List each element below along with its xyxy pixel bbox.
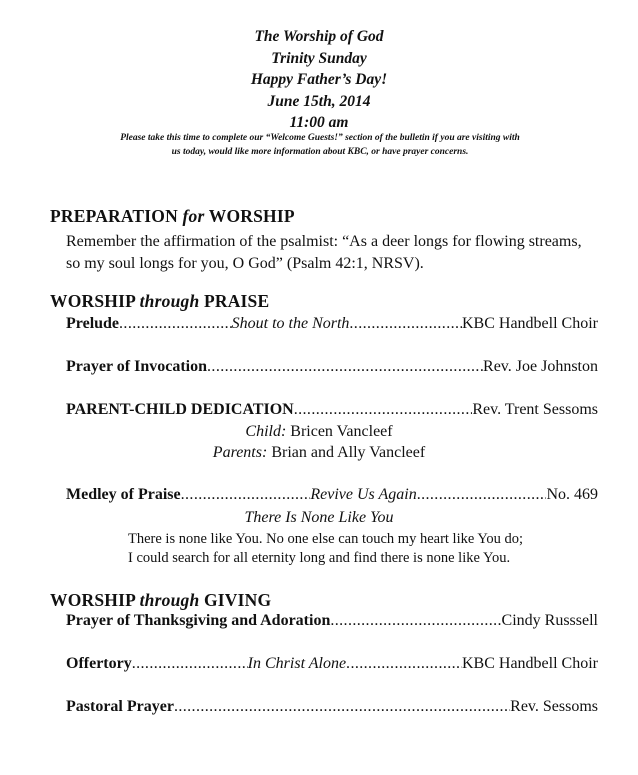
service-time: 11:00 am xyxy=(289,114,349,131)
child-name: Bricen Vancleef xyxy=(286,423,393,440)
section-heading-praise xyxy=(50,291,269,312)
heading-part-italic: through xyxy=(139,291,200,311)
heading-part: PRAISE xyxy=(199,291,270,311)
heading-part: WORSHIP xyxy=(50,590,140,610)
prelude-row xyxy=(66,315,598,333)
parents-names: Brian and Ally Vancleef xyxy=(267,444,426,461)
section-heading-giving xyxy=(50,590,271,611)
dedication-row xyxy=(66,401,598,419)
leader-dots xyxy=(174,698,510,716)
lyric-line1: There is none like You. No one else can touch my heart like You do; xyxy=(128,531,524,547)
leader-dots xyxy=(417,486,547,504)
leader-dots xyxy=(346,655,462,673)
service-title: The Worship of God xyxy=(254,28,384,45)
medley-title: Revive Us Again xyxy=(310,486,417,503)
leader-dots xyxy=(207,358,483,376)
section-heading-preparation xyxy=(50,206,295,227)
prelude-title: Shout to the North xyxy=(231,315,350,332)
preparation-text-line2: so my soul longs for you, O God” (Psalm 42:1, NRSV). xyxy=(66,255,424,272)
pastoral-prayer-label: Pastoral Prayer xyxy=(66,698,174,715)
pastoral-prayer-row xyxy=(66,698,598,716)
preparation-text-line1: Remember the affirmation of the psalmist: “As a deer longs for flowing streams, xyxy=(66,233,582,250)
medley-second-song: There Is None Like You xyxy=(244,509,394,526)
leader-dots xyxy=(119,315,232,333)
service-occasion: Trinity Sunday xyxy=(271,50,367,67)
thanksgiving-leader: Cindy Russsell xyxy=(501,612,598,629)
medley-label: Medley of Praise xyxy=(66,486,181,503)
prelude-performer: KBC Handbell Choir xyxy=(462,315,598,332)
guest-note-line1: Please take this time to complete our “Welcome Guests!” section of the bulletin if you are visiting with xyxy=(120,133,520,143)
medley-row xyxy=(66,486,598,504)
heading-part: WORSHIP xyxy=(50,291,140,311)
parents-label: Parents: xyxy=(212,444,268,461)
lyric-line2: I could search for all eternity long and find there is none like You. xyxy=(128,550,511,566)
thanksgiving-label: Prayer of Thanksgiving and Adoration xyxy=(66,612,331,629)
heading-part: WORSHIP xyxy=(204,206,295,226)
leader-dots xyxy=(181,486,311,504)
pastoral-prayer-leader: Rev. Sessoms xyxy=(510,698,598,715)
heading-part: PREPARATION xyxy=(50,206,183,226)
dedication-leader: Rev. Trent Sessoms xyxy=(472,401,598,418)
hymn-number: No. 469 xyxy=(546,486,598,503)
invocation-label: Prayer of Invocation xyxy=(66,358,208,375)
leader-dots xyxy=(330,612,501,630)
service-greeting: Happy Father’s Day! xyxy=(250,71,388,88)
invocation-row xyxy=(66,358,598,376)
heading-part-italic: for xyxy=(182,206,205,226)
prelude-label: Prelude xyxy=(66,315,120,332)
service-date: June 15th, 2014 xyxy=(267,93,371,110)
child-label: Child: xyxy=(245,423,287,440)
leader-dots xyxy=(294,401,473,419)
thanksgiving-row xyxy=(66,612,598,630)
dedication-label: PARENT-CHILD DEDICATION xyxy=(66,401,294,418)
leader-dots xyxy=(132,655,248,673)
offertory-label: Offertory xyxy=(66,655,132,672)
offertory-row xyxy=(66,655,598,673)
invocation-leader: Rev. Joe Johnston xyxy=(483,358,598,375)
heading-part: GIVING xyxy=(199,590,272,610)
dedication-child xyxy=(0,423,638,441)
dedication-parents xyxy=(0,444,638,462)
offertory-title: In Christ Alone xyxy=(247,655,347,672)
offertory-performer: KBC Handbell Choir xyxy=(461,655,598,672)
heading-part-italic: through xyxy=(139,590,200,610)
leader-dots xyxy=(349,315,462,333)
guest-note-line2: us today, would like more information about KBC, or have prayer concerns. xyxy=(171,147,469,157)
